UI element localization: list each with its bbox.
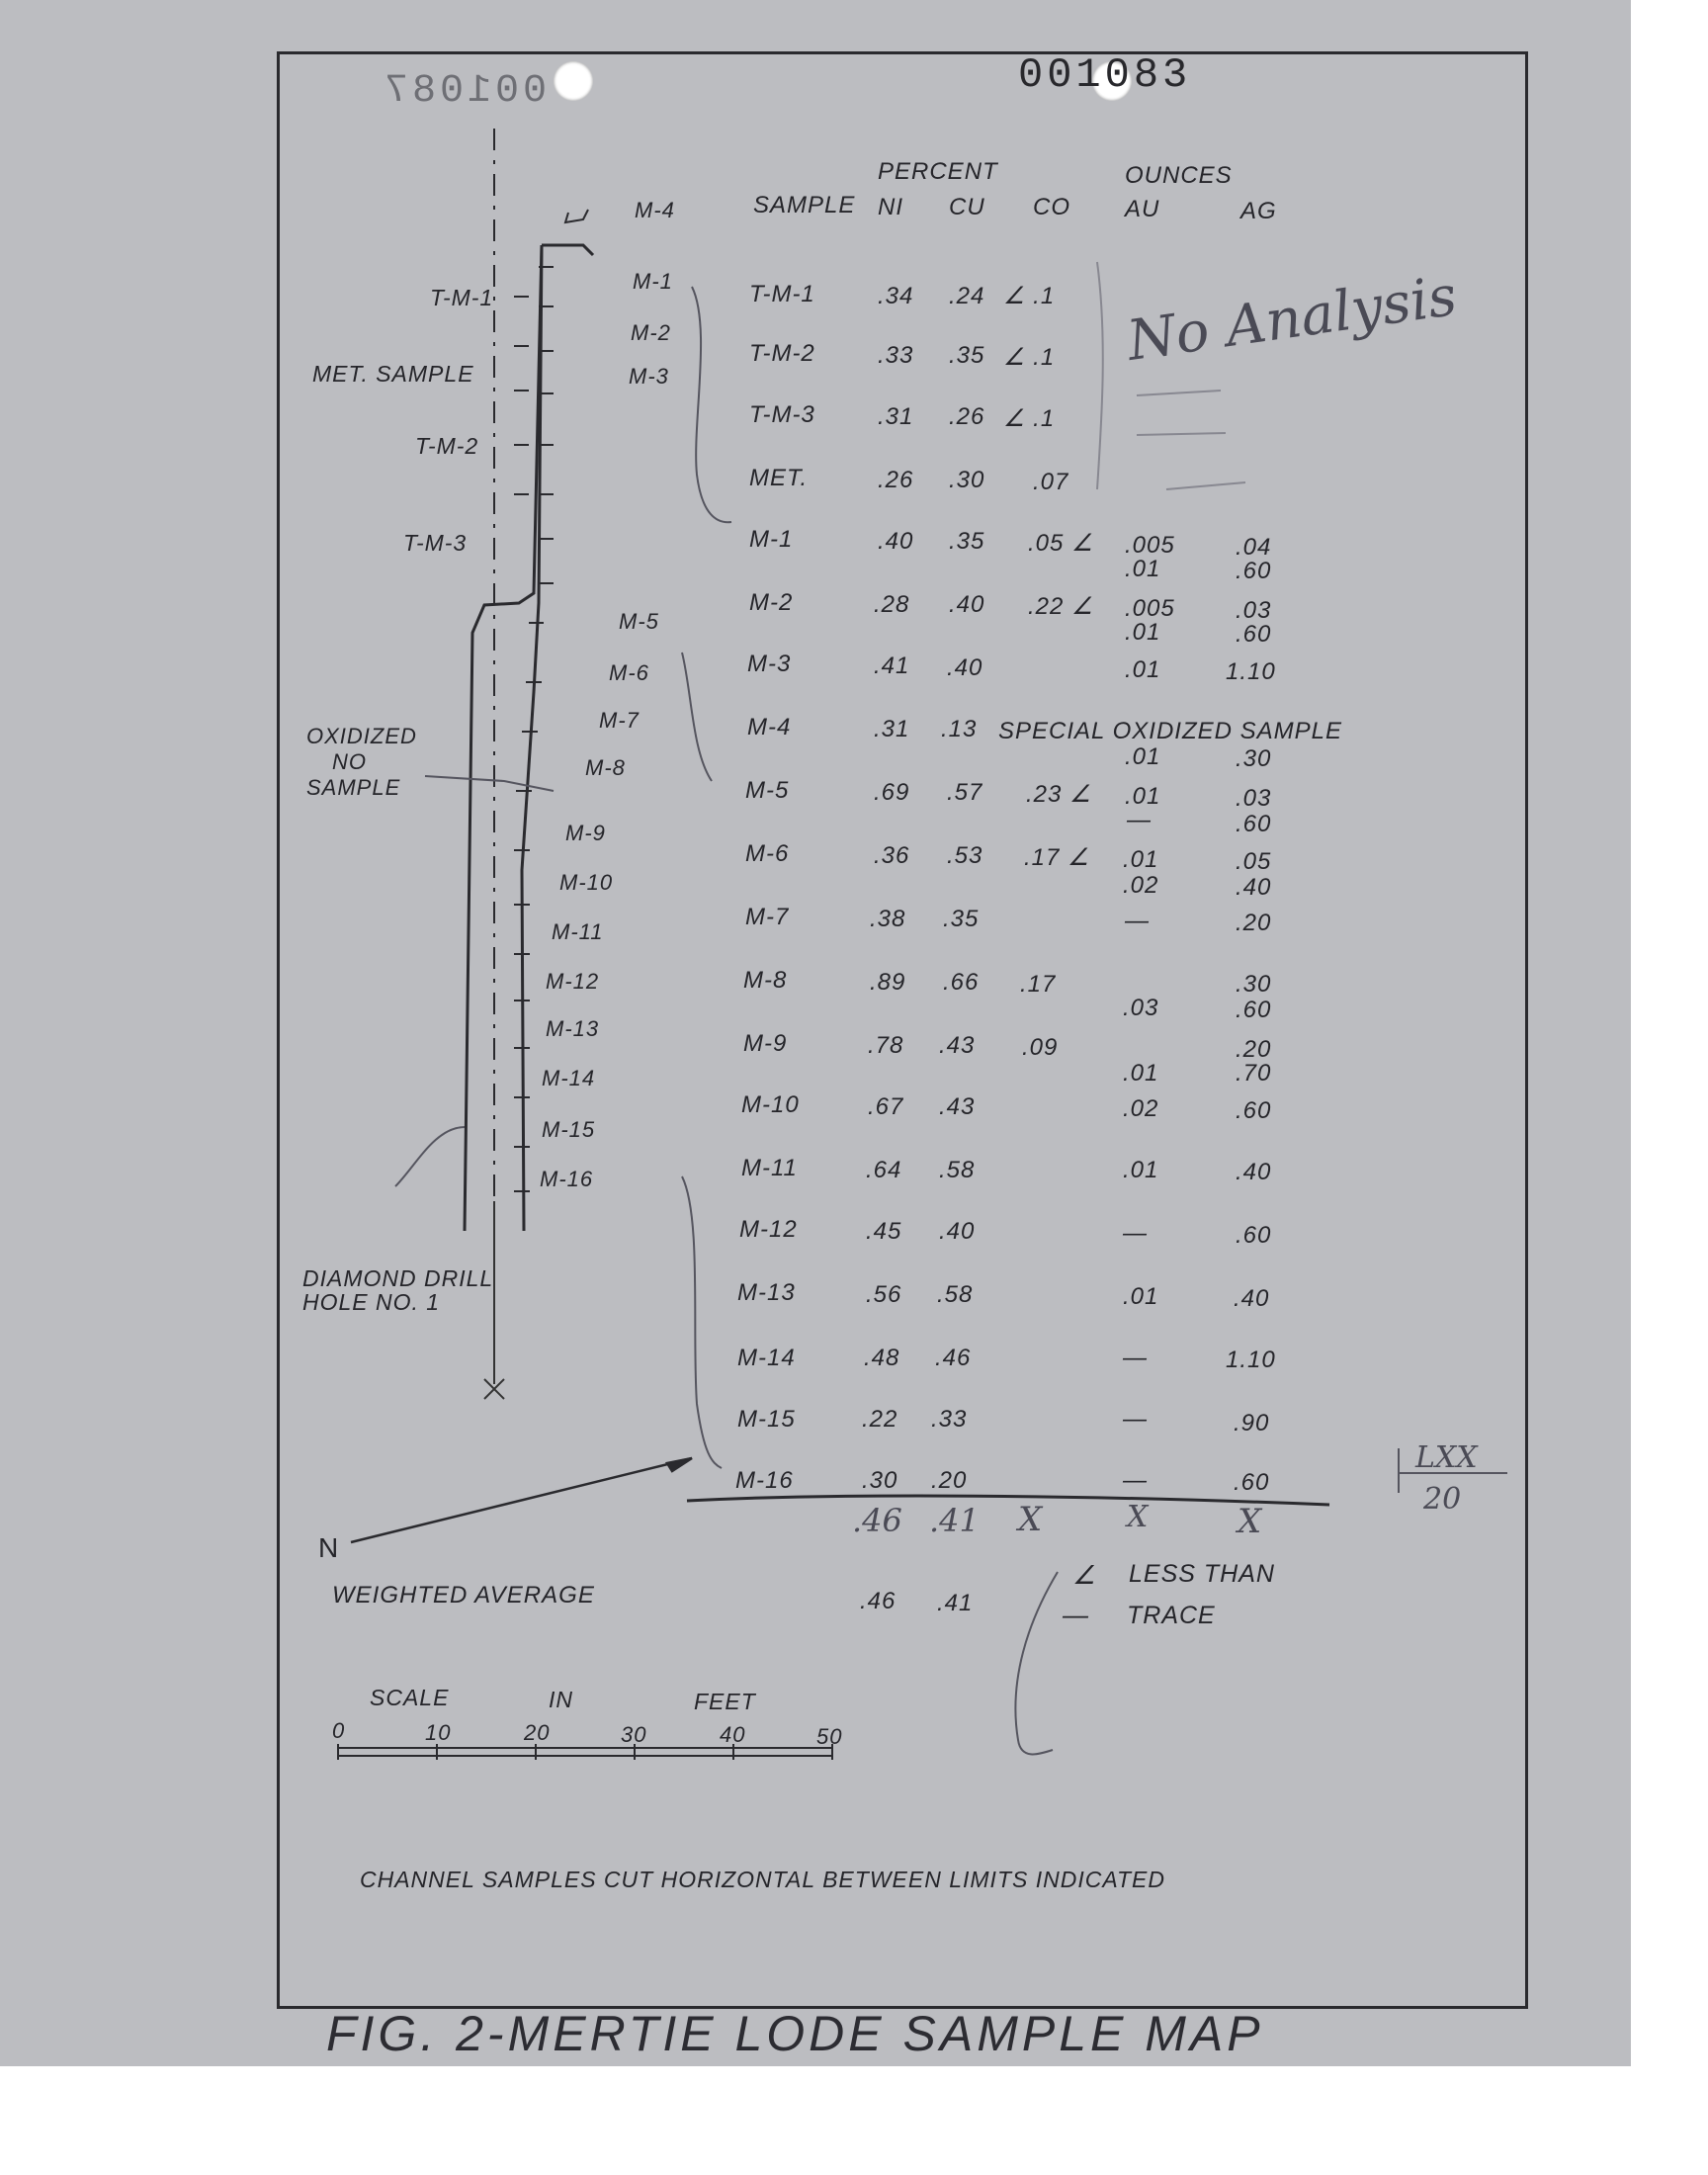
cell-sample: M-16 (735, 1467, 794, 1494)
cell-sample: M-15 (737, 1406, 796, 1433)
map-label-m-15: M-15 (542, 1117, 596, 1142)
cell-sample: MET. (749, 465, 809, 491)
col-au: AU (1125, 196, 1160, 222)
cell-sample: M-3 (747, 651, 792, 677)
cell-ni: .45 (866, 1218, 902, 1245)
cell-sample: M-10 (741, 1091, 800, 1118)
cell-cu: .40 (949, 591, 985, 618)
total-co: X (1018, 1500, 1043, 1539)
mirrored-document-number: 001087 (381, 69, 548, 114)
drill-hole-label-2: HOLE NO. 1 (302, 1289, 441, 1315)
cell-au-second: .03 (1123, 995, 1159, 1021)
cell-ni: .48 (864, 1345, 900, 1371)
map-label-m-5: M-5 (619, 609, 659, 634)
cell-cu: .20 (931, 1467, 968, 1494)
scale-tick-label: 30 (621, 1722, 647, 1747)
cell-sample: T-M-3 (749, 401, 815, 428)
map-label-m-8: M-8 (585, 755, 626, 780)
total-ag: X (1238, 1502, 1262, 1541)
scale-feet-label: FEET (694, 1689, 756, 1714)
cell-ag-second: .70 (1236, 1060, 1272, 1087)
cell-au: .02 (1123, 1095, 1159, 1122)
cell-au: — (1123, 1345, 1148, 1371)
cell-ag: 1.10 (1226, 1347, 1276, 1373)
cell-ni: .22 (862, 1406, 898, 1433)
cell-au-second: .01 (1125, 556, 1161, 582)
weighted-average-cu: .41 (937, 1590, 974, 1616)
north-arrow-label: N (318, 1532, 340, 1563)
col-co: CO (1033, 194, 1070, 220)
cell-au: .01 (1123, 1157, 1159, 1183)
cell-co: ∠ .1 (1003, 344, 1056, 371)
map-label-m-16: M-16 (540, 1167, 594, 1191)
cell-cu: .35 (943, 906, 980, 932)
cell-ag: .20 (1236, 1036, 1272, 1063)
cell-au-second: .01 (1123, 1060, 1159, 1087)
scale-tick-label: 20 (524, 1720, 551, 1745)
cell-au: — (1123, 1467, 1148, 1494)
cell-ni: .69 (874, 779, 910, 806)
cell-co: .17 ∠ (1024, 844, 1090, 871)
cell-ag: .03 (1236, 597, 1272, 624)
scale-tick-label: 40 (720, 1722, 746, 1747)
trace-symbol: — (1063, 1600, 1089, 1629)
cell-cu: .46 (935, 1345, 972, 1371)
cell-cu: .57 (947, 779, 983, 806)
cell-sample: M-13 (737, 1279, 796, 1306)
cell-co: .05 ∠ (1028, 530, 1094, 557)
cell-au: .005 (1125, 532, 1175, 559)
cell-sample: T-M-1 (749, 281, 815, 307)
cell-ag: .30 (1236, 971, 1272, 998)
cell-cu: .35 (949, 528, 985, 555)
figure-title: FIG. 2-MERTIE LODE SAMPLE MAP (326, 2006, 1264, 2061)
cell-ag: .20 (1236, 910, 1272, 936)
scale-tick-label: 50 (816, 1724, 843, 1749)
cell-ag-second: .60 (1236, 621, 1272, 648)
cell-ni: .41 (874, 652, 910, 679)
cell-ag: .05 (1236, 848, 1272, 875)
weighted-average-ni: .46 (860, 1588, 897, 1614)
cell-cu: .58 (937, 1281, 974, 1308)
cell-ag-second: .60 (1236, 997, 1272, 1023)
cell-au: .01 (1123, 1283, 1159, 1310)
cell-cu: .66 (943, 969, 980, 996)
cell-co: .17 (1020, 971, 1057, 998)
cell-ni: .31 (878, 403, 914, 430)
cell-ag-second: .60 (1236, 811, 1272, 837)
scale-in-label: IN (549, 1687, 573, 1712)
cell-co: ∠ .1 (1003, 283, 1056, 309)
col-ag: AG (1240, 198, 1277, 224)
cell-au-second: .01 (1125, 619, 1161, 646)
map-label-t-m-2: T-M-2 (415, 433, 479, 459)
map-label-m-12: M-12 (546, 969, 600, 994)
cell-ag: .60 (1234, 1469, 1270, 1496)
cell-au: .005 (1125, 595, 1175, 622)
scale-label: SCALE (370, 1685, 450, 1710)
col-sample: SAMPLE (753, 192, 856, 218)
no-analysis-note: No Analysis (1123, 263, 1461, 374)
cell-ni: .89 (870, 969, 906, 996)
cell-sample: M-5 (745, 777, 790, 804)
cell-ag: .60 (1236, 1222, 1272, 1249)
cell-sample: M-9 (743, 1030, 788, 1057)
cell-ni: .33 (878, 342, 914, 369)
page-mark-top: LXX (1415, 1440, 1478, 1475)
cell-ni: .56 (866, 1281, 902, 1308)
col-cu: CU (949, 194, 985, 220)
trace-label: TRACE (1127, 1602, 1216, 1629)
cell-au: — (1125, 908, 1150, 934)
cell-sample: M-12 (739, 1216, 798, 1243)
cell-co: .22 ∠ (1028, 593, 1094, 620)
map-label-m-9: M-9 (565, 821, 606, 845)
cell-au: .01 (1125, 783, 1161, 810)
less-than-label: LESS THAN (1129, 1560, 1275, 1588)
total-ni: .46 (852, 1502, 902, 1539)
cell-ni: .36 (874, 842, 910, 869)
cell-ni: .67 (868, 1093, 904, 1120)
oxidized-label-1: OXIDIZED (306, 724, 417, 748)
total-au: X (1127, 1500, 1149, 1534)
cell-ni: .26 (878, 467, 914, 493)
cell-ni: .30 (862, 1467, 898, 1494)
less-than-symbol: ∠ (1072, 1560, 1097, 1590)
cell-ag: .03 (1236, 785, 1272, 812)
map-label-met-sample: MET. SAMPLE (312, 361, 474, 387)
map-label-m-10: M-10 (559, 870, 614, 895)
map-label-t-m-3: T-M-3 (403, 530, 468, 556)
cell-ag: .90 (1234, 1410, 1270, 1436)
cell-ag-second: .40 (1236, 874, 1272, 901)
cell-cu: .43 (939, 1032, 976, 1059)
scale-tick-label: 0 (332, 1718, 346, 1743)
cell-au-second: — (1127, 807, 1152, 833)
col-ni: NI (878, 194, 903, 220)
cell-cu: .24 (949, 283, 985, 309)
map-label-m-6: M-6 (609, 660, 649, 685)
map-label-m-1: M-1 (633, 269, 673, 294)
map-label-t-m-1: T-M-1 (430, 285, 494, 310)
cell-sample: T-M-2 (749, 340, 815, 367)
cell-co: .07 (1033, 469, 1069, 495)
cell-cu: .53 (947, 842, 983, 869)
cell-cu: .40 (939, 1218, 976, 1245)
cell-cu: .58 (939, 1157, 976, 1183)
oxidized-label-2: NO (332, 749, 367, 774)
map-label-m-2: M-2 (631, 320, 671, 345)
cell-cu: .43 (939, 1093, 976, 1120)
cell-au-second: .02 (1123, 872, 1159, 899)
cell-sample: M-4 (747, 714, 792, 740)
map-label-m-4: M-4 (635, 198, 675, 222)
cell-ni: .28 (874, 591, 910, 618)
drill-hole-label-1: DIAMOND DRILL (302, 1265, 494, 1291)
cell-cu: .40 (947, 654, 983, 681)
footnote: CHANNEL SAMPLES CUT HORIZONTAL BETWEEN LIMITS INDICATED (360, 1867, 1165, 1892)
scale-tick-label: 10 (425, 1720, 452, 1745)
cell-ni: .34 (878, 283, 914, 309)
cell-sample: M-11 (741, 1155, 798, 1181)
cell-ni: .40 (878, 528, 914, 555)
page-mark-bottom: 20 (1423, 1482, 1462, 1517)
cell-ni: .64 (866, 1157, 902, 1183)
cell-au: .01 (1123, 846, 1159, 873)
cell-sample: M-7 (745, 904, 790, 930)
cell-sample: M-2 (749, 589, 794, 616)
cell-sample: M-8 (743, 967, 788, 994)
cell-ni: .31 (874, 716, 910, 742)
cell-cu: .35 (949, 342, 985, 369)
cell-ni: .78 (868, 1032, 904, 1059)
cell-sample: M-1 (749, 526, 794, 553)
cell-au: .01 (1125, 743, 1161, 770)
cell-ni: .38 (870, 906, 906, 932)
map-label-m-11: M-11 (552, 919, 604, 944)
cell-cu: .30 (949, 467, 985, 493)
cell-co: ∠ .1 (1003, 405, 1056, 432)
cell-au: .01 (1125, 656, 1161, 683)
cell-ag: .04 (1236, 534, 1272, 561)
cell-ag: .60 (1236, 1097, 1272, 1124)
cell-cu: .33 (931, 1406, 968, 1433)
cell-ag: 1.10 (1226, 658, 1276, 685)
header-ounces: OUNCES (1125, 162, 1233, 189)
total-cu: .41 (929, 1502, 980, 1539)
weighted-average-label: WEIGHTED AVERAGE (332, 1582, 595, 1609)
cell-au: — (1123, 1220, 1148, 1247)
cell-co: .09 (1022, 1034, 1059, 1061)
map-label-m-13: M-13 (546, 1016, 600, 1041)
cell-ag: .40 (1236, 1159, 1272, 1185)
document-number: 001083 (1018, 51, 1192, 99)
cell-ag-second: .60 (1236, 558, 1272, 584)
cell-cu: .26 (949, 403, 985, 430)
cell-ag: .30 (1236, 745, 1272, 772)
cell-co: SPECIAL OXIDIZED SAMPLE (998, 718, 1342, 744)
cell-ag: .40 (1234, 1285, 1270, 1312)
map-label-m-7: M-7 (599, 708, 640, 733)
header-percent: PERCENT (878, 158, 998, 185)
cell-co: .23 ∠ (1026, 781, 1092, 808)
cell-au: — (1123, 1406, 1148, 1433)
oxidized-label-3: SAMPLE (306, 775, 401, 800)
map-label-m-3: M-3 (629, 364, 669, 389)
cell-cu: .13 (941, 716, 978, 742)
map-label-m-14: M-14 (542, 1066, 596, 1090)
cell-sample: M-6 (745, 840, 790, 867)
cell-sample: M-14 (737, 1345, 796, 1371)
